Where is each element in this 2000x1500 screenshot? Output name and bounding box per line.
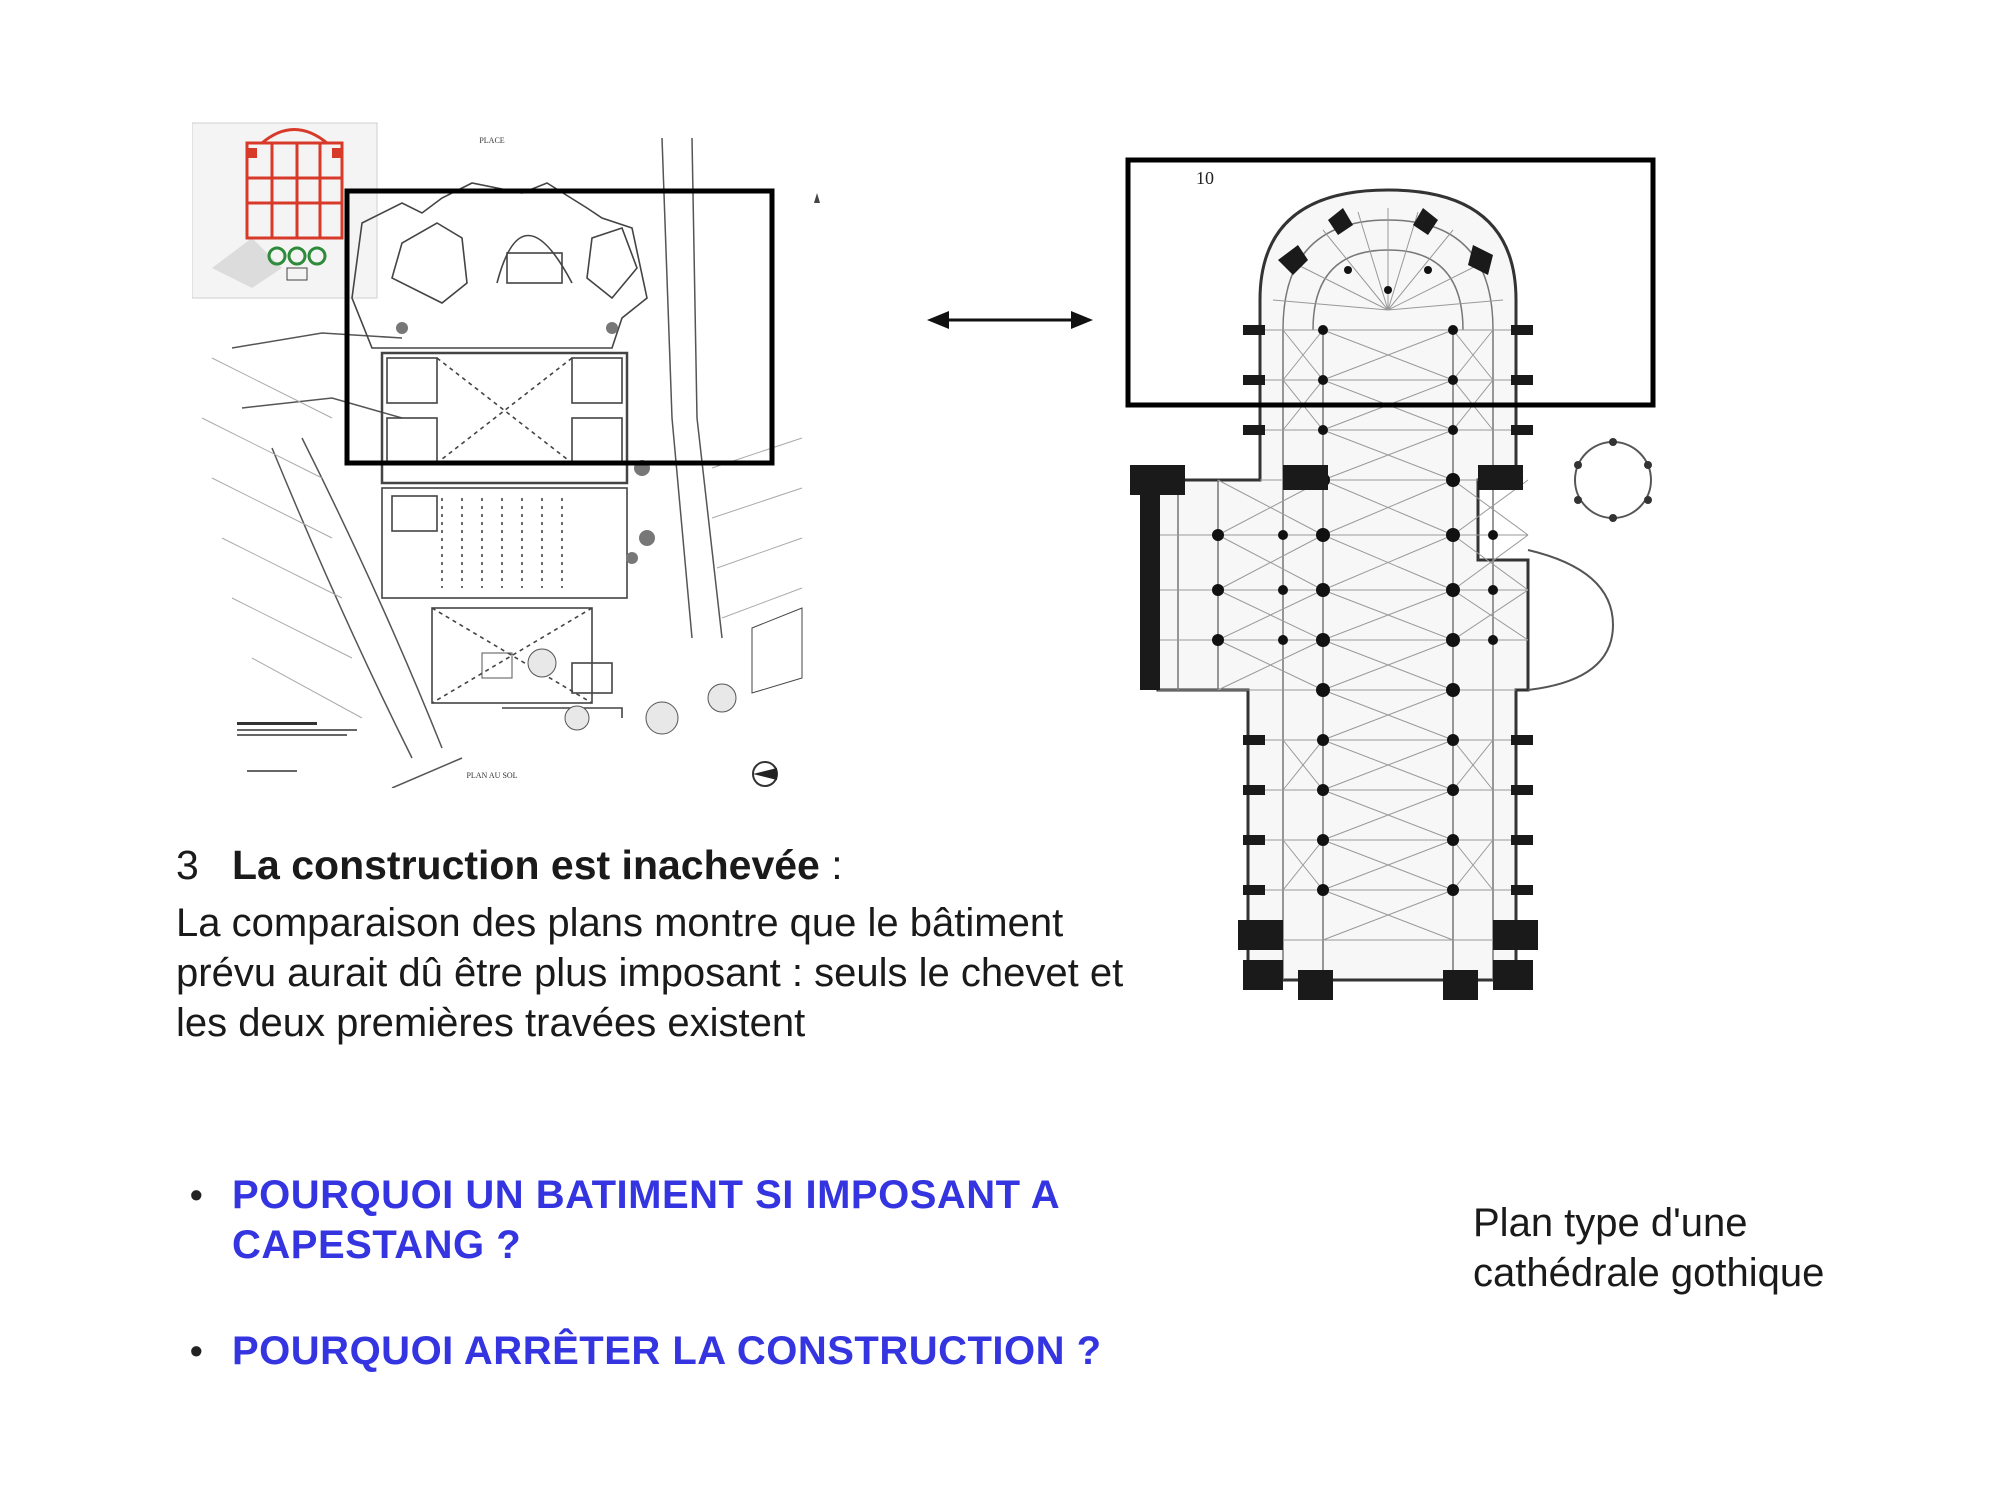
capestang-ground-plan [192, 118, 822, 788]
section-title-suffix: : [819, 842, 843, 888]
bullet-icon: • [190, 1174, 204, 1215]
bay-number-label: 10 [1196, 168, 1214, 188]
plan-legend [237, 722, 357, 772]
question-text: POURQUOI UN BATIMENT SI IMPOSANT A CAPESTANG ? [232, 1173, 1059, 1267]
question-text: POURQUOI ARRÊTER LA CONSTRUCTION ? [232, 1329, 1102, 1373]
cathedral-outline [1158, 190, 1528, 980]
section-heading [176, 842, 843, 889]
section-number: 3 [176, 842, 199, 888]
north-arrow-icon [753, 762, 777, 786]
plan-bottom-label: PLAN AU SOL [466, 771, 518, 780]
plan-top-label: PLACE [479, 136, 505, 145]
section-body-text: La comparaison des plans montre que le bâtiment prévu aurait dû être plus imposant : seuls le chevet et les deux premières travées existent [176, 901, 1124, 1045]
double-arrow-icon [925, 300, 1095, 340]
section-title: La construction est inachevée [232, 842, 820, 888]
question-item [190, 1170, 1232, 1270]
gothic-cathedral-plan [1108, 150, 1668, 1135]
question-item [190, 1326, 1232, 1376]
bullet-icon: • [190, 1330, 204, 1371]
cathedral-plan-caption: Plan type d'une cathédrale gothique [1473, 1201, 1825, 1295]
chevet-highlight-box [347, 191, 772, 463]
